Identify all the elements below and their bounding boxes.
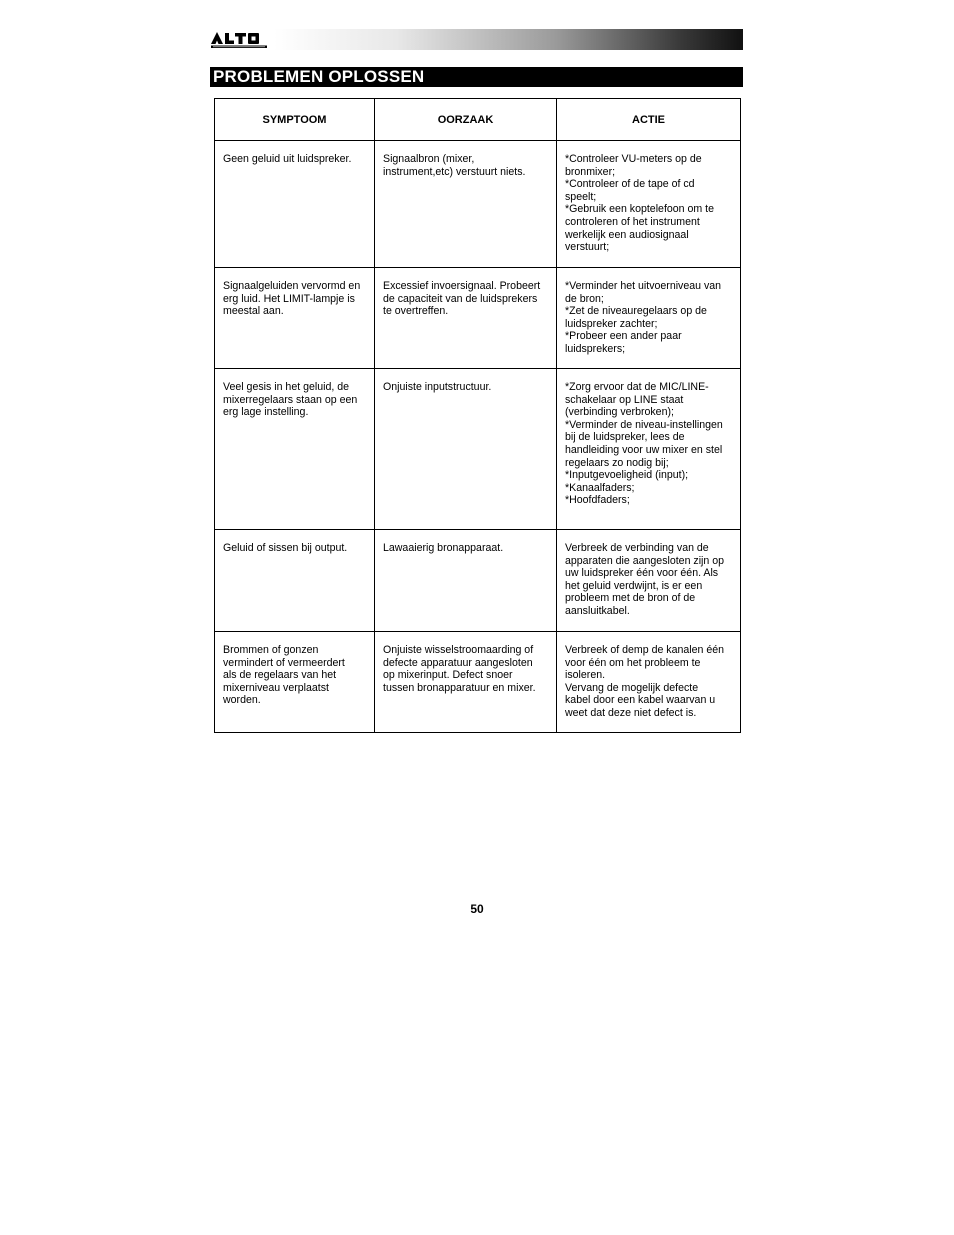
table-row xyxy=(215,268,741,369)
action-text: Verbreek of demp de kanalen één voor één om het probleem te isoleren. Vervang de mogelijk defecte kabel door een kabel waarvan u weet dat deze niet defect is. xyxy=(565,644,725,719)
action-text: *Controleer VU-meters op de bronmixer; *Controleer of de tape of cd speelt; *Gebruik een koptelefoon om te controleren of het instrument werkelijk een audiosignaal verstuurt; xyxy=(565,153,714,254)
symptom-text: Brommen of gonzen vermindert of vermeerdert als de regelaars van het mixerniveau verplaatst worden. xyxy=(223,644,345,707)
symptom-text: Veel gesis in het geluid, de mixerregelaars staan op een erg lage instelling. xyxy=(223,381,358,419)
page-number: 50 xyxy=(470,902,484,916)
alto-logo xyxy=(210,29,270,50)
cause-text: Signaalbron (mixer, instrument,etc) verstuurt niets. xyxy=(383,153,526,178)
symptom-cell xyxy=(215,530,375,632)
cause-cell xyxy=(375,369,557,530)
table-row xyxy=(215,530,741,632)
troubleshooting-table xyxy=(214,98,741,733)
column-header-symptom: SYMPTOOM xyxy=(215,99,375,141)
action-cell xyxy=(557,632,741,733)
cause-cell xyxy=(375,632,557,733)
symptom-cell xyxy=(215,632,375,733)
symptom-text: Signaalgeluiden vervormd en erg luid. Het LIMIT-lampje is meestal aan. xyxy=(223,280,361,318)
column-header-action: ACTIE xyxy=(557,99,741,141)
table-row xyxy=(215,141,741,268)
header-bar xyxy=(210,29,743,50)
table-row xyxy=(215,632,741,733)
symptom-cell xyxy=(215,268,375,369)
action-cell xyxy=(557,530,741,632)
column-header-cause: OORZAAK xyxy=(375,99,557,141)
symptom-text: Geen geluid uit luidspreker. xyxy=(223,153,352,165)
action-cell xyxy=(557,369,741,530)
cause-text: Lawaaierig bronapparaat. xyxy=(383,542,504,554)
cause-cell xyxy=(375,268,557,369)
table-header-row xyxy=(215,99,741,141)
cause-cell xyxy=(375,530,557,632)
symptom-text: Geluid of sissen bij output. xyxy=(223,542,348,554)
section-title-bar xyxy=(210,67,743,87)
table-row xyxy=(215,369,741,530)
cause-cell xyxy=(375,141,557,268)
action-text: *Zorg ervoor dat de MIC/LINE- schakelaar op LINE staat (verbinding verbroken); *Verminder de niveau-instellingen bij de luidspreker, lees de handleiding voor uw mixer en stel regelaars zo nodig bij; *Inputgevoeligheid (input); *Kanaalfaders; *Hoofdfaders; xyxy=(565,381,723,507)
cause-text: Onjuiste wisselstroomaarding of defecte apparatuur aangesloten op mixerinput. Defect snoer tussen bronapparatuur en mixer. xyxy=(383,644,536,694)
action-cell xyxy=(557,268,741,369)
cause-text: Onjuiste inputstructuur. xyxy=(383,381,492,393)
symptom-cell xyxy=(215,369,375,530)
cause-text: Excessief invoersignaal. Probeert de capaciteit van de luidsprekers te overtreffen. xyxy=(383,280,541,318)
action-text: Verbreek de verbinding van de apparaten die aangesloten zijn op uw luidspreker één voor één. Als het geluid verdwijnt, is er een probleem met de bron of de aansluitkabel. xyxy=(565,542,725,617)
action-cell xyxy=(557,141,741,268)
action-text: *Verminder het uitvoerniveau van de bron; *Zet de niveauregelaars op de luidspreker zachter; *Probeer een ander paar luidsprekers; xyxy=(565,280,722,355)
page-title: PROBLEMEN OPLOSSEN xyxy=(213,67,425,86)
symptom-cell xyxy=(215,141,375,268)
